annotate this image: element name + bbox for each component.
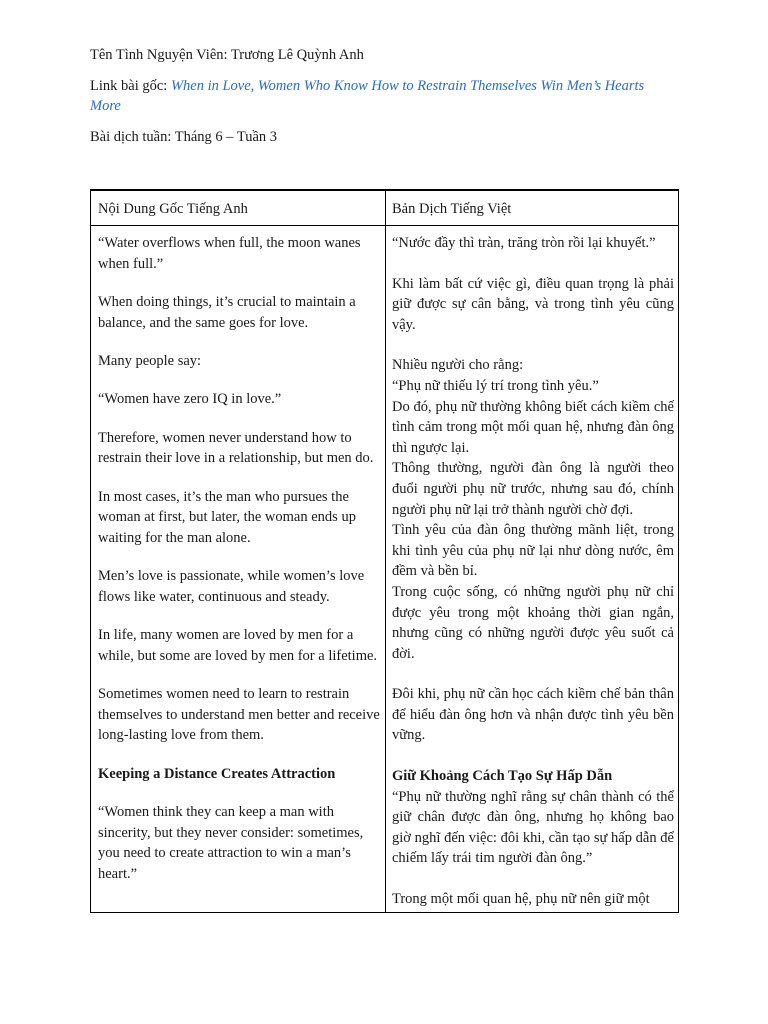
en-section-heading: Keeping a Distance Creates Attraction: [98, 765, 336, 782]
en-paragraph: Many people say:: [98, 352, 202, 369]
source-link[interactable]: When in Love, Women Who Know How to Restrain Themselves Win Men’s Hearts More: [90, 78, 645, 114]
en-paragraph: “Women have zero IQ in love.”: [98, 391, 282, 408]
vietnamese-content-cell: [392, 233, 674, 912]
source-link-label: Link bài gốc:: [90, 78, 171, 94]
translation-table: [90, 189, 679, 913]
source-link-line: [90, 76, 678, 116]
volunteer-name: Tên Tình Nguyện Viên: Trương Lê Quỳnh Anh: [90, 47, 364, 63]
column-header-english: Nội Dung Gốc Tiếng Anh: [98, 201, 248, 217]
en-paragraph: In most cases, it’s the man who pursues the woman at first, but later, the woman ends up waiting for the man alone.: [98, 488, 356, 546]
vi-paragraph: Khi làm bất cứ việc gì, điều quan trọng là phải giữ được sự cân bằng, và trong tình yêu cũng vậy.: [392, 275, 674, 333]
en-paragraph: Therefore, women never understand how to restrain their love in a relationship, but men do.: [98, 429, 374, 467]
vi-paragraph: Đôi khi, phụ nữ cần học cách kiềm chế bản thân để hiểu đàn ông hơn và nhận được tình yêu bền vững.: [392, 686, 674, 744]
vi-paragraph: “Phụ nữ thiếu lý trí trong tình yêu.”: [392, 377, 599, 394]
vi-paragraph: Do đó, phụ nữ thường không biết cách kiềm chế tình cảm trong một mối quan hệ, nhưng đàn ông thì ngược lại.: [392, 398, 674, 456]
vi-paragraph: Tình yêu của đàn ông thường mãnh liệt, trong khi tình yêu của phụ nữ lại như dòng nước, êm đềm và bền bỉ.: [392, 522, 674, 580]
column-divider: [385, 191, 386, 912]
vi-section-heading: Giữ Khoảng Cách Tạo Sự Hấp Dẫn: [392, 768, 613, 785]
en-paragraph: Men’s love is passionate, while women’s love flows like water, continuous and steady.: [98, 568, 365, 605]
en-paragraph: “Women think they can keep a man with sincerity, but they never consider: sometimes, you need to create attraction to win a man’s heart.”: [98, 804, 364, 883]
vi-paragraph: Nhiều người cho rằng:: [392, 357, 524, 374]
vi-paragraph: Thông thường, người đàn ông là người theo đuổi người phụ nữ trước, nhưng sau đó, chính người phụ nữ lại trở thành người chờ đợi.: [392, 460, 674, 518]
vi-paragraph: “Phụ nữ thường nghĩ rằng sự chân thành có thể giữ chân được đàn ông, nhưng họ không bao giờ nghĩ đến việc: đôi khi, cần tạo sự hấp dẫn để chiếm lấy trái tim người đàn ông.”: [392, 788, 674, 867]
english-content-cell: [98, 233, 380, 912]
vi-paragraph: “Nước đầy thì tràn, trăng tròn rồi lại khuyết.”: [392, 235, 656, 251]
column-header-vietnamese: Bản Dịch Tiếng Việt: [392, 201, 512, 217]
translation-week: Bài dịch tuần: Tháng 6 – Tuần 3: [90, 129, 278, 145]
en-paragraph: Sometimes women need to learn to restrain themselves to understand men better and receive long-lasting love from them.: [98, 686, 380, 744]
header-row-divider: [91, 225, 678, 226]
vi-paragraph: Trong một mối quan hệ, phụ nữ nên giữ một: [392, 891, 650, 908]
en-paragraph: When doing things, it’s crucial to maintain a balance, and the same goes for love.: [98, 293, 356, 331]
vi-paragraph: Trong cuộc sống, có những người phụ nữ chỉ được yêu trong một khoảng thời gian ngắn, nhưng cũng có những người được yêu suốt cả đời.: [392, 583, 674, 662]
en-paragraph: “Water overflows when full, the moon wanes when full.”: [98, 235, 361, 272]
en-paragraph: In life, many women are loved by men for a while, but some are loved by men for a lifetime.: [98, 627, 378, 664]
